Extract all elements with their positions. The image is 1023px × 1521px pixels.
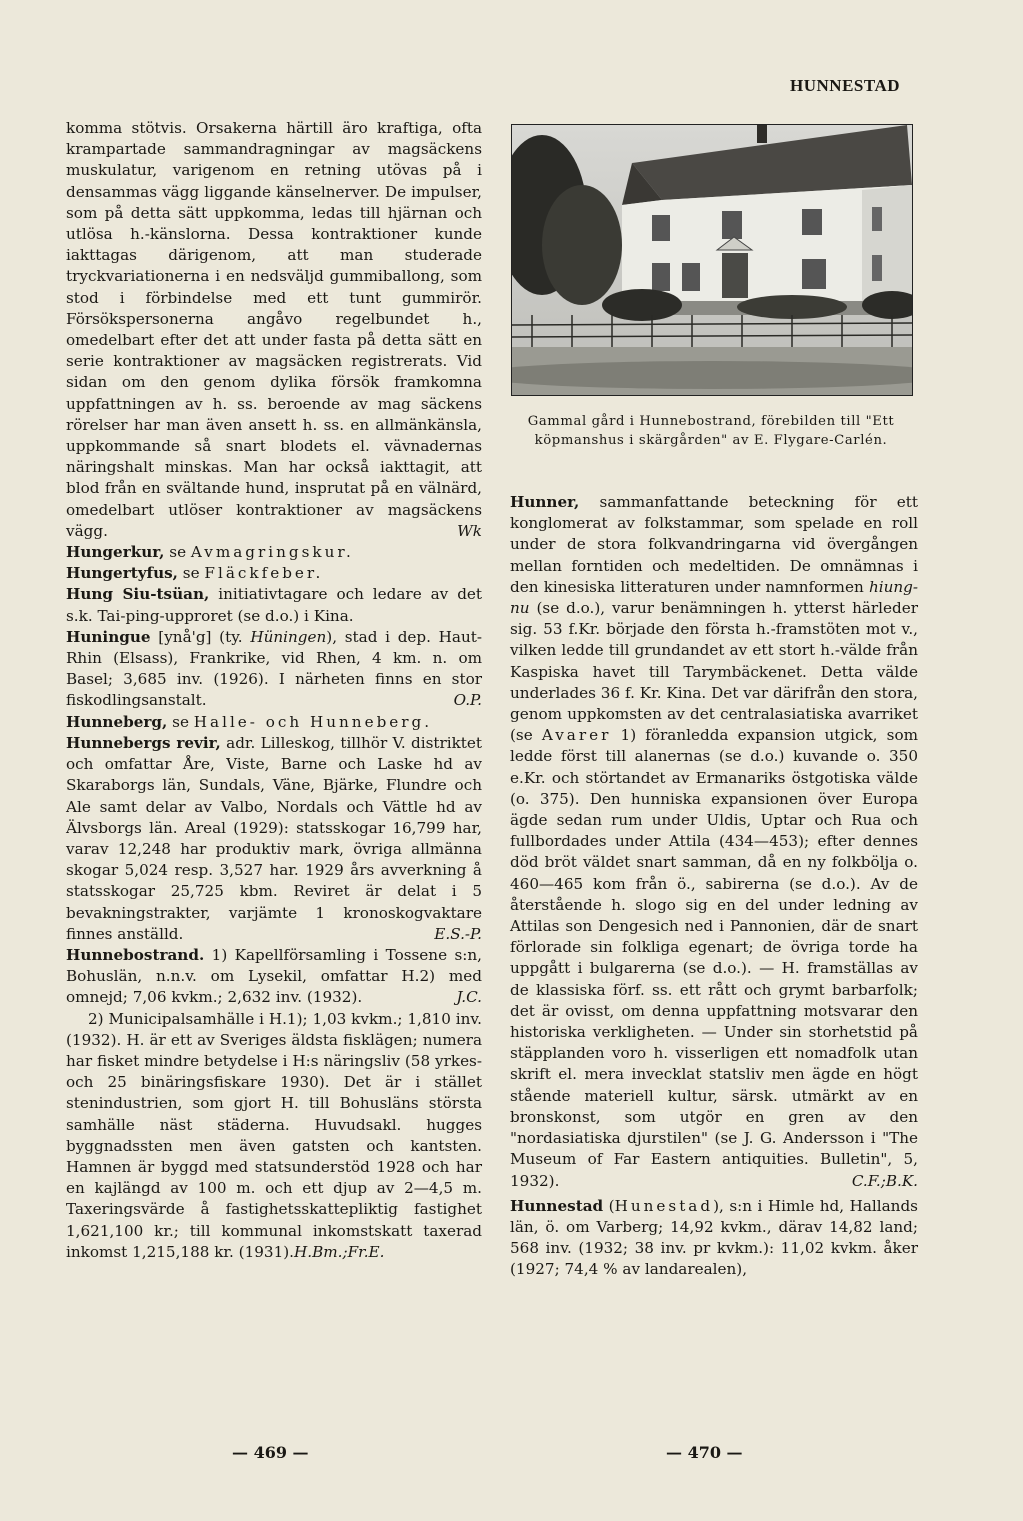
left-column <box>66 118 482 1263</box>
headword: Hunnebostrand. <box>66 945 205 964</box>
page-number-right: — 470 — <box>666 1443 743 1462</box>
entry-hungerkur: Hungerkur, se Avmagringskur. <box>66 543 354 562</box>
headword: Hunneberg, <box>66 712 168 731</box>
signature: E.S.-P. <box>434 924 482 943</box>
entry-hungertyfus: Hungertyfus, se Fläckfeber. <box>66 564 324 583</box>
photo-old-farmhouse <box>511 124 913 396</box>
headword: Hungertyfus, <box>66 564 178 583</box>
cross-reference: Fläckfeber. <box>204 564 324 583</box>
headword: Hung Siu-tsüan, <box>66 585 210 604</box>
headword: Hunner, <box>510 493 580 511</box>
entry-hung-siu-tsuan: Hung Siu-tsüan, initiativtagare och ledare av det s.k. Tai-ping-upproret (se d.o.) i Kina. <box>66 585 483 625</box>
entry-hunnebostrand-2: 2) Municipalsamhälle i H.1); 1,03 kvkm.; 1,810 inv. (1932). H. är ett av Sveriges äldsta fisklägen; numera har fisket mindre betydelse i H:s näringsliv (58 yrkes- och 25 binäringsfiskare 1930). Det är i stället stenindustrien, som gjort H. till Bohusläns största samhälle näst städerna. Huvudsakl. hugges byggnadssten men även gatsten och kantsten. Hamnen är byggd med statsunderstöd 1928 och har en kajlängd av 100 m. och ett djup av 2—4,5 m. Taxeringsvärde å fastighetsskattepliktig fastighet 1,621,100 kr.; till kommunal inkomstskatt taxerad inkomst 1,215,188 kr. (1931).H.Bm.;Fr.E. <box>66 1009 482 1261</box>
cross-reference: Avarer <box>541 726 612 745</box>
headword: Hunnestad <box>510 1196 604 1215</box>
variant-spelling: Hunestad <box>614 1196 714 1215</box>
headword: Hunnebergs revir, <box>66 733 221 752</box>
entry-hunner: Hunner, sammanfattande beteckning för ett konglomerat av folkstammar, som spelade en roll under de stora folkvandringarna vid övergången mellan forntiden och medeltiden. De omnämnas i den kinesiska litteraturen under namnformen hiung-nu (se d.o.), varur benämningen h. ytterst härleder sig. 53 f.Kr. började den första h.-framstöten mot v., vilken ledde till grundandet av ett stort h.-välde från Kaspiska havet till Tarymbäckenet. Detta välde underlades 36 f. Kr. Kina. Det var därifrån den stora, genom uppkomsten av det centralasiatiska avarriket (se Avarer 1) föranledda expansion utgick, som ledde först till alanernas (se d.o.) kuvande o. 350 e.Kr. och störtandet av Ermanariks östgotiska välde (o. 375). Den hunniska expansionen över Europa ägde sedan rum under Uldis, Uptar och Rua och fullbordades under Attila (434—453); efter dennes död bröt väldet snart samman, då en ny folkbölja o. 460—465 kom från ö., sabirerna (se d.o.). Av de återstående h. slogo sig en del under ledning av Attilas son Dengesich ned i Pannonien, där de snart förlorade sin folkliga egenart; de övriga torde ha uppgått i bulgarerna (se d.o.). — H. framställas av de klassiska förf. ss. ett rått och grymt barbarfolk; det är ovisst, om denna uppfattning motsvarar den historiska verkligheten. — Under sin storhetstid på stäpplanden voro h. visserligen ett nomadfolk utan skrift el. mera invecklat statsliv men ägde en högt stående materiell kultur, särsk. utmärkt av en bronskonst, som utgör en gren av den "nordasiatiska djurstilen" (se J. G. Andersson i "The Museum of Far Eastern antiquities. Bulletin", 5, 1932). C.F.;B.K. <box>510 492 918 1192</box>
signature: Wk <box>457 521 482 540</box>
headword: Huningue <box>66 627 151 646</box>
cross-reference: Halle- och Hunneberg. <box>193 712 433 731</box>
entry-hunger-continued: komma stötvis. Orsakerna härtill äro kraftiga, ofta krampartade sammandragningar av magsäckens muskulatur, varigenom en retning utövas på i densammas vägg liggande känselnerver. De impulser, som på detta sätt uppkomma, ledas till hjärnan och utlösa h.-känslorna. Dessa kontraktioner kunde iakttagas därigenom, att man studerade tryckvariationerna i en nedsväljd gummiballong, som stod i förbindelse med ett tunt gummirör. Försökspersonerna angåvo regelbundet h., omedelbart efter det att under fasta på detta sätt en serie kontraktioner av magsäcken registrerats. Vid sidan om den genom dylika försök framkomna uppfattningen av h. ss. beroende av mag säckens rörelser har man även ansett h. ss. en allmänkänsla, uppkommande så snart blodets el. vävnadernas näringshalt minskas. Man har också iakttagit, att blod från en svältande hund, insprutat på en välnärd, omedelbart utlöser kontraktioner av magsäckens vägg. Wk <box>66 118 482 542</box>
signature: J.C. <box>456 988 482 1007</box>
page-number-left: — 469 — <box>232 1443 309 1462</box>
photo-caption: Gammal gård i Hunnebostrand, förebilden till "Ett köpmanshus i skärgården" av E. Flygare-Carlén. <box>527 414 895 448</box>
entry-huningue: Huningue [ynå'g] (ty. Hüningen), stad i dep. Haut-Rhin (Elsass), Frankrike, vid Rhen, 4 km. n. om Basel; 3,685 inv. (1926). I närheten finns en stor fiskodlingsanstalt. O.P. <box>66 627 482 712</box>
entry-hunnestad: Hunnestad (Hunestad), s:n i Himle hd, Hallands län, ö. om Varberg; 14,92 kvkm., därav 14,82 land; 568 inv. (1932; 38 inv. pr kvkm.): 11,02 kvkm. åker (1927; 74,4 % av landarealen), <box>510 1196 918 1279</box>
signature: O.P. <box>453 691 482 710</box>
right-column <box>510 492 918 1281</box>
running-head: HUNNESTAD <box>790 76 900 95</box>
entry-hunnebergs-revir: Hunnebergs revir, adr. Lilleskog, tillhör V. distriktet och omfattar Åre, Viste, Barne och Laske hd av Skaraborgs län, Sundals, Väne, Bjärke, Flundre och Ale samt delar av Valbo, Nordals och Vättle hd av Älvsborgs län. Areal (1929): statsskogar 16,799 har, varav 12,248 har produktiv mark, övriga allmänna skogar 5,024 resp. 3,527 har. 1929 års avverkning å statsskogar 25,725 kbm. Reviret är delat i 5 bevakningstrakter, varjämte 1 kronoskogvaktare finnes anställd. E.S.-P. <box>66 733 482 945</box>
signature: C.F.;B.K. <box>851 1171 918 1190</box>
signature: H.Bm.;Fr.E. <box>294 1242 385 1261</box>
entry-hunneberg: Hunneberg, se Halle- och Hunneberg. <box>66 712 433 731</box>
entry-hunnebostrand: Hunnebostrand. 1) Kapellförsamling i Tossene s:n, Bohuslän, n.n.v. om Lysekil, omfattar H.2) med omnejd; 7,06 kvkm.; 2,632 inv. (1932). J.C. <box>66 945 482 1009</box>
farmhouse-illustration <box>512 125 912 395</box>
headword: Hungerkur, <box>66 543 165 562</box>
cross-reference: Avmagringskur. <box>190 543 354 562</box>
